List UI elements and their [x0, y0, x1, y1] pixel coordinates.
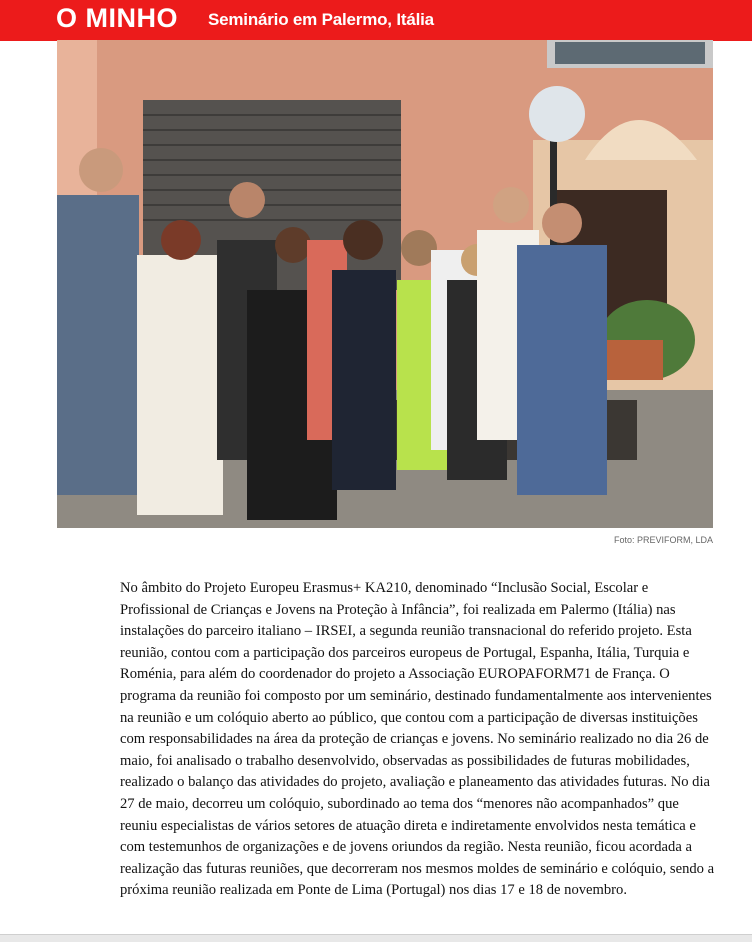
article-photo: [57, 40, 713, 528]
photo-credit: Foto: PREVIFORM, LDA: [613, 535, 713, 545]
site-header: [0, 0, 752, 41]
site-logo[interactable]: O MINHO: [56, 3, 178, 33]
article-body: No âmbito do Projeto Europeu Erasmus+ KA210, denominado “Inclusão Social, Escolar e Profissional de Crianças e Jovens na Proteção à Infância”, foi realizada em Palermo (Itália) nas instalações do parceiro italiano – IRSEI, a segunda reunião transnacional do referido projeto. Esta reunião, contou com a participação dos parceiros europeus de Portugal, Espanha, Itália, Turquia e Roménia, para além do coordenador do projeto a Associação EUROPAFORM71 de França. O programa da reunião foi composto por um seminário, destinado fundamentalmente aos intervenientes na reunião e um colóquio aberto ao público, que contou com a participação de diversas instituições com responsabilidades na área da proteção de crianças e jovens. No seminário realizado no dia 26 de maio, foi analisado o trabalho desenvolvido, observadas as possibilidades de futuras mobilidades, realizado o balanço das atividades do projeto, avaliação e planeamento das atividades futuras. No dia 27 de maio, decorreu um colóquio, subordinado ao tema dos “menores não acompanhados” que reuniu especialistas de vários setores de atuação direta e indiretamente envolvidos nesta temática e com testemunhos de organizações e de jovens oriundos da região. Nesta reunião, ficou acordada a realização das futuras reuniões, que decorreram nos mesmos moldes de seminário e colóquio, sendo a próxima reunião realizada em Ponte de Lima (Portugal) nos dias 17 e 18 de novembro.: [120, 580, 715, 899]
article-headline: Seminário em Palermo, Itália: [208, 10, 434, 29]
